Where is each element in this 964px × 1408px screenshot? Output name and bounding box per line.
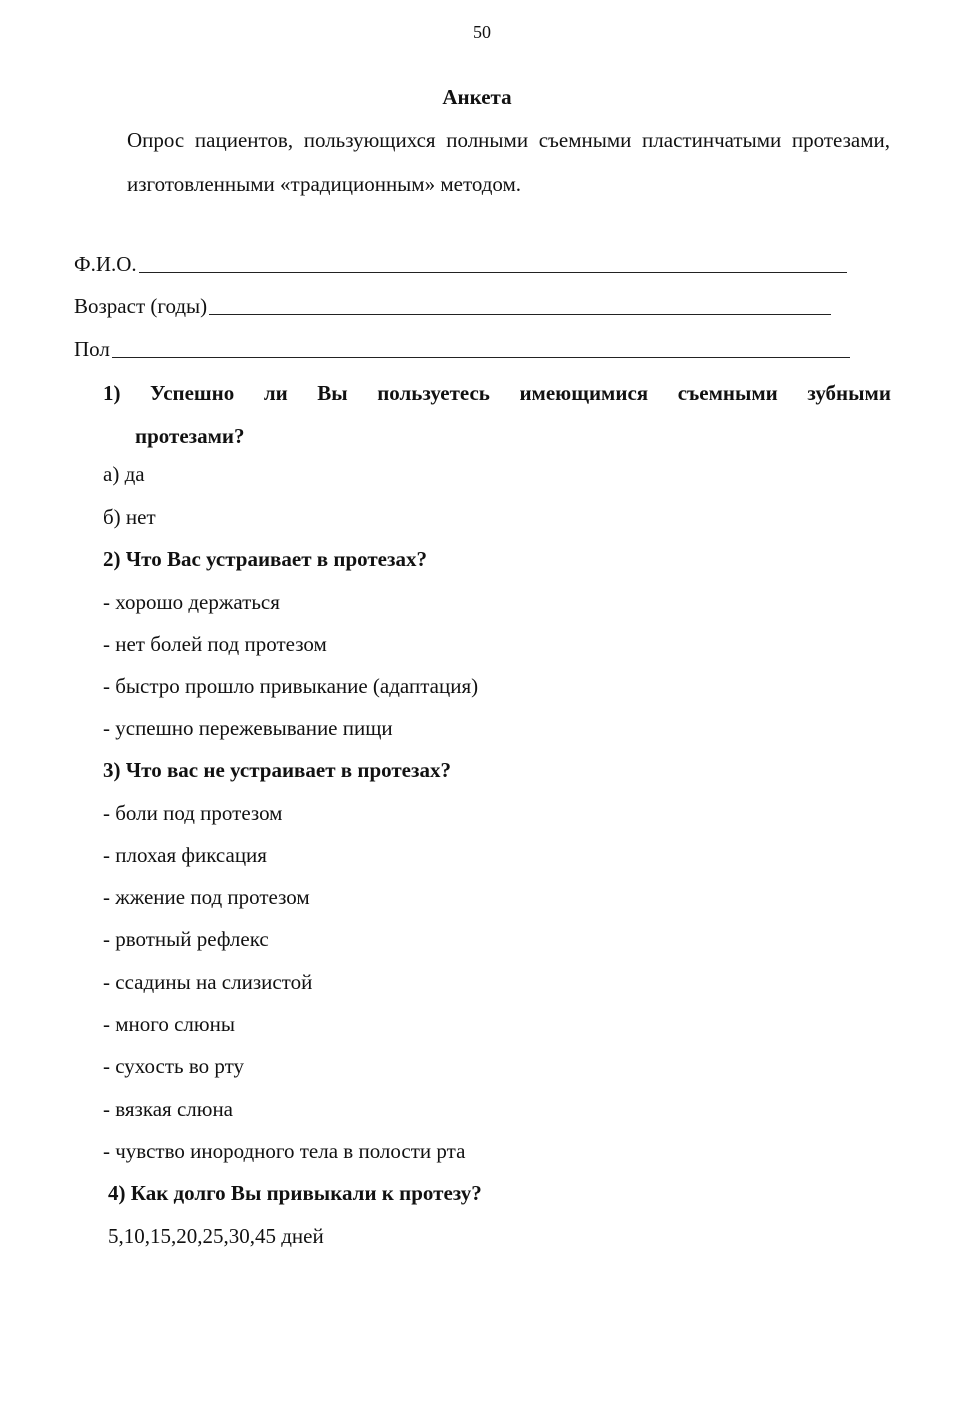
sex-blank-line[interactable] [112,356,850,358]
question-1-line-2: протезами? [135,424,245,448]
q3-answer[interactable]: - чувство инородного тела в полости рта [103,1139,466,1163]
q3-answer[interactable]: - плохая фиксация [103,843,267,867]
q1-answer-yes[interactable]: а) да [103,462,145,486]
q3-answer[interactable]: - много слюны [103,1012,235,1036]
question-3: 3) Что вас не устраивает в протезах? [103,758,451,782]
question-1-number: 1) [103,381,121,405]
q4-answer[interactable]: 5,10,15,20,25,30,45 дней [108,1224,324,1248]
q2-answer[interactable]: - успешно пережевывание пищи [103,716,393,740]
q2-answer[interactable]: - хорошо держаться [103,590,280,614]
question-1 [103,372,891,458]
age-field[interactable] [74,294,831,319]
question-1-line-1 [103,372,891,415]
page-number: 50 [473,22,491,42]
question-1-word: имеющимися [519,381,649,405]
question-1-word: ли [263,381,288,405]
question-1-word: зубными [807,381,891,405]
fio-field[interactable] [74,252,847,277]
sex-field[interactable] [74,337,850,362]
age-blank-line[interactable] [209,313,831,315]
question-1-word: Вы [317,381,348,405]
fio-label: Ф.И.О. [74,252,137,276]
q3-answer[interactable]: - ссадины на слизистой [103,970,313,994]
intro-paragraph: Опрос пациентов, пользующихся полными съемными пластинчатыми протезами, изготовленными «традиционным» методом. [127,128,890,196]
q3-answer[interactable]: - вязкая слюна [103,1097,233,1121]
q3-answer[interactable]: - жжение под протезом [103,885,310,909]
question-1-word: пользуетесь [377,381,490,405]
sex-label: Пол [74,337,110,361]
q3-answer[interactable]: - боли под протезом [103,801,283,825]
document-title: Анкета [442,85,512,109]
q2-answer[interactable]: - быстро прошло привыкание (адаптация) [103,674,479,698]
fio-blank-line[interactable] [139,271,847,273]
q3-answer[interactable]: - сухость во рту [103,1054,244,1078]
age-label: Возраст (годы) [74,294,208,318]
question-4: 4) Как долго Вы привыкали к протезу? [108,1181,482,1205]
q3-answer[interactable]: - рвотный рефлекс [103,927,269,951]
q2-answer[interactable]: - нет болей под протезом [103,632,327,656]
q1-answer-no[interactable]: б) нет [103,505,156,529]
question-2: 2) Что Вас устраивает в протезах? [103,547,427,571]
question-1-word: съемными [677,381,778,405]
question-1-word: Успешно [150,381,235,405]
